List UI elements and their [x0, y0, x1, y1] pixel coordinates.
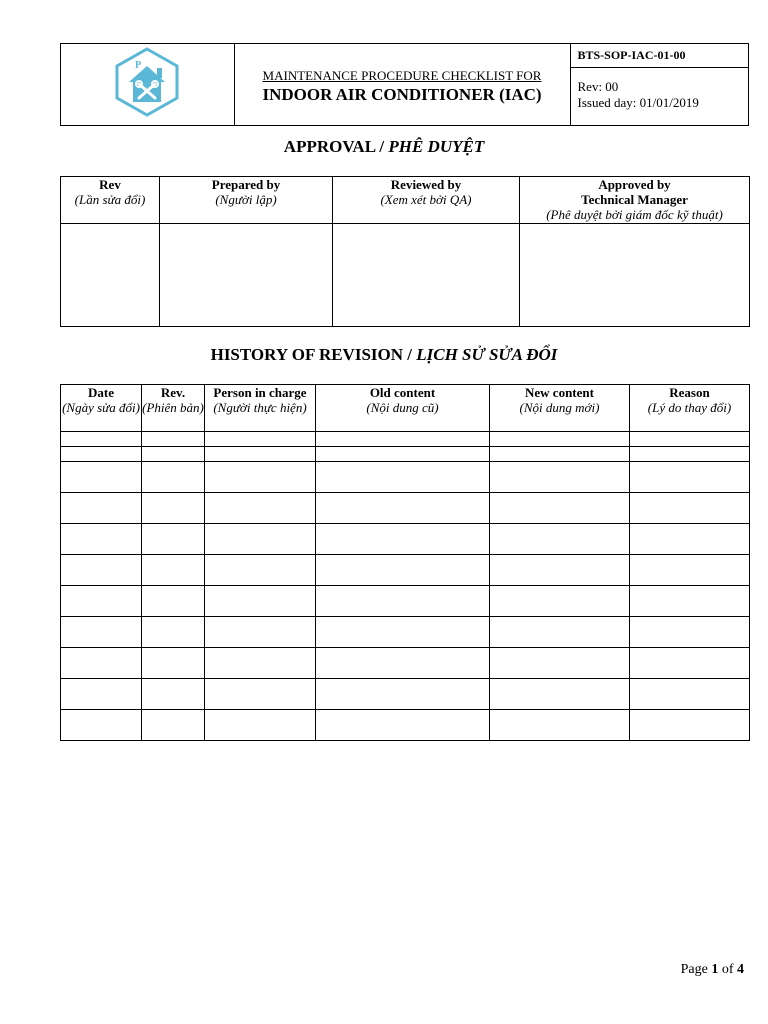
approval-col-prepared — [160, 177, 333, 224]
history-title-en: HISTORY OF REVISION / — [210, 345, 417, 364]
history-col-date-vi: (Ngày sửa đổi) — [62, 400, 140, 415]
approval-title-vi: PHÊ DUYỆT — [388, 137, 485, 156]
history-col-old-vi: (Nội dung cũ) — [366, 400, 439, 415]
approval-title-en: APPROVAL / — [283, 137, 389, 156]
table-row — [61, 432, 750, 447]
approval-col-prepared-vi: (Người lập) — [215, 192, 277, 207]
approval-cell-approved[interactable] — [520, 224, 750, 327]
title-line2: INDOOR AIR CONDITIONER (IAC) — [262, 85, 542, 104]
page-label: Page — [680, 962, 712, 977]
table-row — [61, 462, 750, 493]
document-meta-cell — [570, 44, 749, 126]
history-col-date — [61, 385, 142, 432]
page-of-label: of — [718, 962, 737, 977]
history-col-new-en: New content — [525, 385, 594, 400]
approval-signature-row — [61, 224, 750, 327]
history-col-reason-vi: (Lý do thay đổi) — [647, 400, 732, 415]
title-line1: MAINTENANCE PROCEDURE CHECKLIST FOR — [262, 68, 542, 83]
approval-col-reviewed-vi: (Xem xét bởi QA) — [380, 192, 472, 207]
page-number: 1 — [711, 962, 719, 977]
history-col-person-vi: (Người thực hiện) — [213, 400, 307, 415]
history-col-reason-en: Reason — [669, 385, 710, 400]
approval-col-approved-en2: Technical Manager — [581, 192, 688, 207]
approval-col-reviewed — [333, 177, 520, 224]
approval-col-rev-en: Rev — [99, 177, 121, 192]
history-col-date-en: Date — [88, 385, 114, 400]
table-row — [61, 710, 750, 741]
logo-cell — [61, 44, 235, 126]
approval-col-rev-vi: (Lần sửa đổi) — [74, 192, 146, 207]
history-col-person — [205, 385, 316, 432]
approval-cell-prepared[interactable] — [160, 224, 333, 327]
page-footer — [681, 962, 744, 978]
history-col-old-en: Old content — [369, 385, 436, 400]
history-title-vi: LỊCH SỬ SỬA ĐỔI — [416, 345, 558, 364]
history-col-rev — [142, 385, 205, 432]
table-row — [61, 555, 750, 586]
history-col-reason — [630, 385, 750, 432]
document-header — [60, 43, 749, 126]
approval-col-rev — [61, 177, 160, 224]
history-table — [60, 384, 750, 741]
table-row — [61, 493, 750, 524]
table-row — [61, 648, 750, 679]
approval-col-approved — [520, 177, 750, 224]
svg-text:P: P — [135, 60, 142, 71]
approval-col-prepared-en: Prepared by — [211, 177, 281, 192]
doc-rev-info — [571, 68, 749, 111]
approval-col-approved-vi: (Phê duyệt bởi giám đốc kỹ thuật) — [546, 207, 723, 222]
table-row — [61, 679, 750, 710]
approval-cell-reviewed[interactable] — [333, 224, 520, 327]
history-col-new — [490, 385, 630, 432]
history-col-rev-vi: (Phiên bản) — [142, 400, 204, 415]
table-row — [61, 447, 750, 462]
approval-cell-rev[interactable] — [61, 224, 160, 327]
doc-code: BTS-SOP-IAC-01-00 — [571, 44, 749, 68]
page-total: 4 — [737, 962, 744, 977]
approval-col-approved-en: Approved by — [598, 177, 671, 192]
house-tools-logo-icon — [111, 46, 183, 118]
doc-rev: Rev: 00 — [577, 79, 619, 94]
approval-header-row — [61, 177, 750, 224]
table-row — [61, 524, 750, 555]
history-header-row — [61, 385, 750, 432]
history-col-new-vi: (Nội dung mới) — [519, 400, 600, 415]
history-col-person-en: Person in charge — [213, 385, 307, 400]
approval-table — [60, 176, 750, 327]
approval-title — [0, 137, 768, 157]
table-row — [61, 586, 750, 617]
doc-issued-date: Issued day: 01/01/2019 — [577, 95, 699, 110]
document-title-cell — [234, 44, 570, 126]
history-title — [0, 345, 768, 365]
table-row — [61, 617, 750, 648]
history-col-rev-en: Rev. — [160, 385, 186, 400]
history-col-old — [316, 385, 490, 432]
approval-col-reviewed-en: Reviewed by — [390, 177, 462, 192]
